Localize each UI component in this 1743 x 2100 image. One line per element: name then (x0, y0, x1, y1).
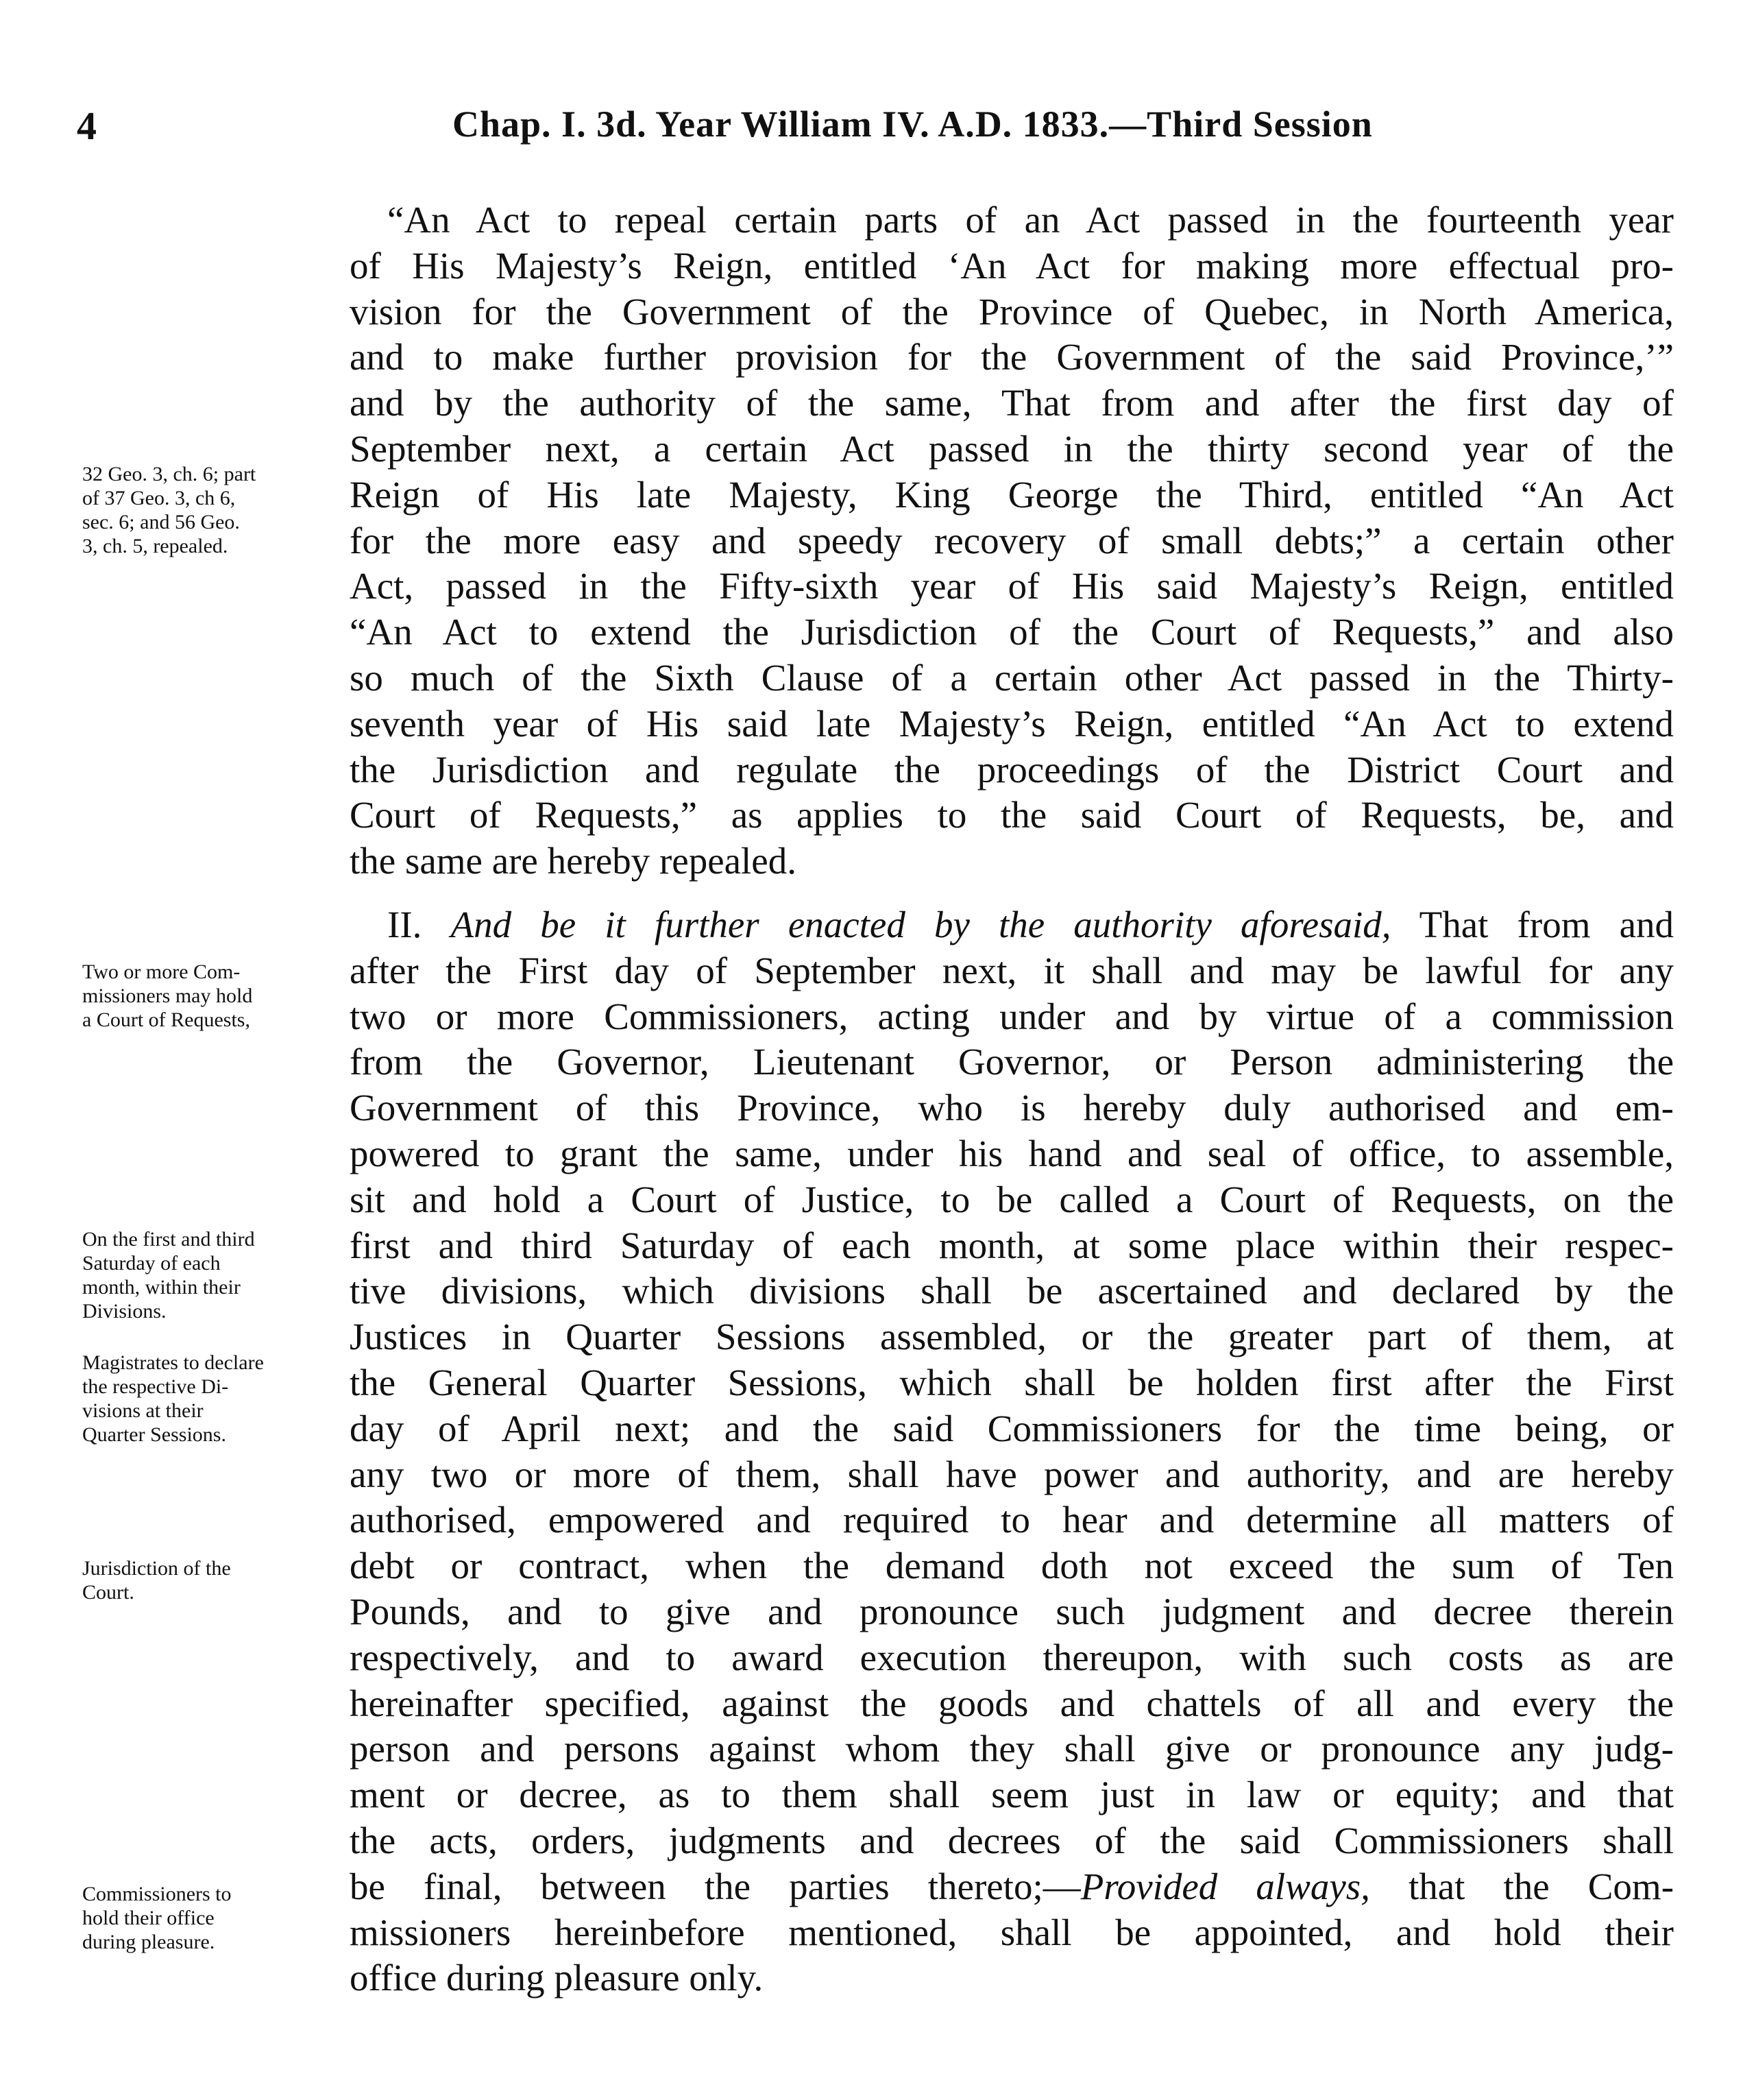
paragraph-2 (350, 902, 1674, 2001)
text-line: Government of this Province, who is hereby duly authorised and em- (350, 1087, 1674, 1129)
margin-note-line: Court. (82, 1581, 134, 1604)
margin-note-line: a Court of Requests, (82, 1009, 250, 1031)
text-fragment: that the Com- (1408, 1865, 1674, 1907)
margin-note-magistrates-divisions (82, 1351, 350, 1447)
margin-note-saturday-sittings (82, 1227, 350, 1323)
margin-note-repealed-acts (82, 462, 350, 558)
text-line: Court of Requests,” as applies to the said Court of Requests, be, and (350, 794, 1674, 836)
margin-note-line: during pleasure. (82, 1931, 215, 1953)
margin-note-line: hold their office (82, 1907, 215, 1929)
text-line: two or more Commissioners, acting under and by virtue of a commission (350, 995, 1674, 1037)
text-line: so much of the Sixth Clause of a certain other Act passed in the Thirty- (350, 656, 1674, 699)
text-fragment: be final, between the parties thereto;— (350, 1865, 1081, 1907)
page-number: 4 (77, 104, 97, 148)
margin-note-line: sec. 6; and 56 Geo. (82, 511, 240, 533)
text-line: person and persons against whom they shall give or pronounce any judg- (350, 1728, 1674, 1770)
margin-note-jurisdiction (82, 1556, 350, 1604)
text-line: for the more easy and speedy recovery of small debts;” a certain other (350, 519, 1674, 562)
margin-note-line: Saturday of each (82, 1252, 221, 1275)
text-line: Justices in Quarter Sessions assembled, or the greater part of them, at (350, 1316, 1674, 1358)
section-first-line (350, 902, 1674, 948)
text-line: missioners hereinbefore mentioned, shall be appointed, and hold their (350, 1911, 1674, 1953)
text-line: Pounds, and to give and pronounce such judgment and decree therein (350, 1590, 1674, 1632)
margin-note-line: Quarter Sessions. (82, 1423, 226, 1446)
text-line: tive divisions, which divisions shall be ascertained and declared by the (350, 1270, 1674, 1312)
text-line: any two or more of them, shall have power and authority, and are hereby (350, 1453, 1674, 1495)
text-line: vision for the Government of the Province of Quebec, in North America, (350, 290, 1674, 333)
margin-note-line: 32 Geo. 3, ch. 6; part (82, 463, 256, 485)
running-head: Chap. I. 3d. Year William IV. A.D. 1833.—Third Session (452, 104, 1373, 145)
text-line: the General Quarter Sessions, which shall be holden first after the First (350, 1361, 1674, 1403)
text-line: hereinafter specified, against the goods and chattels of all and every the (350, 1682, 1674, 1724)
margin-note-line: Two or more Com- (82, 961, 241, 983)
text-line: office during pleasure only. (350, 1957, 764, 1999)
margin-note-line: Magistrates to declare (82, 1351, 264, 1374)
text-line: the same are hereby repealed. (350, 840, 796, 882)
margin-note-line: of 37 Geo. 3, ch 6, (82, 487, 236, 509)
margin-note-line: 3, ch. 5, repealed. (82, 535, 228, 557)
text-line: seventh year of His said late Majesty’s Reign, entitled “An Act to extend (350, 702, 1674, 745)
text-line: Reign of His late Majesty, King George the Third, entitled “An Act (350, 473, 1674, 516)
text-line: and by the authority of the same, That from and after the first day of (350, 382, 1674, 424)
text-line: respectively, and to award execution thereupon, with such costs as are (350, 1636, 1674, 1678)
margin-note-commissioners-court (82, 960, 350, 1032)
text-line: and to make further provision for the Government of the said Province,’” (350, 336, 1674, 378)
margin-note-line: month, within their (82, 1276, 241, 1299)
text-line: first and third Saturday of each month, at some place within their respec- (350, 1224, 1674, 1266)
margin-note-line: Divisions. (82, 1300, 167, 1323)
text-line: ment or decree, as to them shall seem just in law or equity; and that (350, 1774, 1674, 1816)
text-fragment: That from and (1419, 904, 1674, 945)
section-number: II. (387, 904, 422, 945)
text-line: “An Act to repeal certain parts of an Act passed in the fourteenth year (387, 199, 1674, 241)
text-line: “An Act to extend the Jurisdiction of the Court of Requests,” and also (350, 611, 1674, 653)
margin-note-line: On the first and third (82, 1228, 255, 1251)
text-line: of His Majesty’s Reign, entitled ‘An Act for making more effectual pro- (350, 244, 1674, 287)
text-line: Act, passed in the Fifty-sixth year of His said Majesty’s Reign, entitled (350, 565, 1674, 607)
enacting-clause: And be it further enacted by the authority aforesaid, (450, 904, 1391, 945)
text-line: sit and hold a Court of Justice, to be called a Court of Requests, on the (350, 1178, 1674, 1220)
margin-note-line: missioners may hold (82, 985, 253, 1007)
paragraph-1 (350, 197, 1674, 884)
proviso-line (350, 1864, 1674, 1910)
margin-note-line: Commissioners to (82, 1883, 232, 1905)
text-line: from the Governor, Lieutenant Governor, or Person administering the (350, 1041, 1674, 1083)
text-line: day of April next; and the said Commissioners for the time being, or (350, 1407, 1674, 1449)
text-line: the Jurisdiction and regulate the proceedings of the District Court and (350, 748, 1674, 790)
text-line: authorised, empowered and required to hear and determine all matters of (350, 1499, 1674, 1541)
text-line: powered to grant the same, under his hand and seal of office, to assemble, (350, 1132, 1674, 1174)
text-line: September next, a certain Act passed in the thirty second year of the (350, 427, 1674, 470)
margin-note-office-during-pleasure (82, 1882, 350, 1954)
margin-note-line: the respective Di- (82, 1375, 229, 1398)
proviso-italic: Provided always, (1080, 1865, 1370, 1907)
text-line: the acts, orders, judgments and decrees of the said Commissioners shall (350, 1819, 1674, 1861)
text-line: debt or contract, when the demand doth not exceed the sum of Ten (350, 1545, 1674, 1587)
margin-note-line: Jurisdiction of the (82, 1557, 231, 1580)
text-line: after the First day of September next, it shall and may be lawful for any (350, 949, 1674, 991)
margin-note-line: visions at their (82, 1399, 204, 1422)
